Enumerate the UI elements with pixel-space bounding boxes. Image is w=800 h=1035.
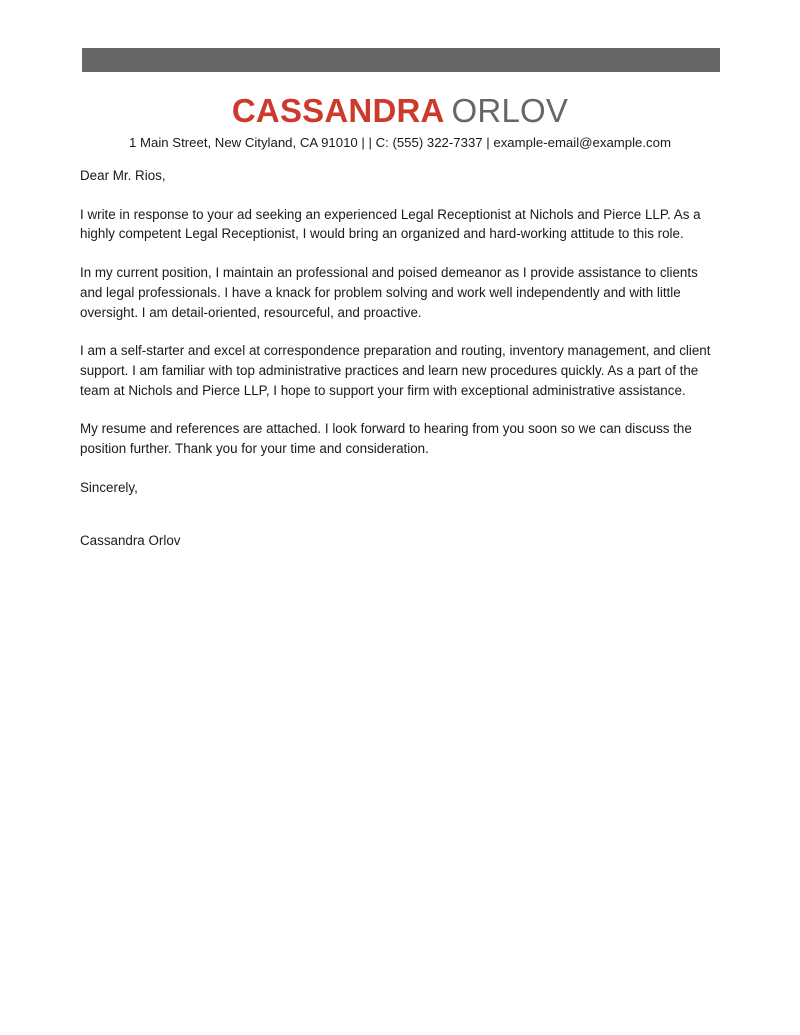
letter-paragraph-1: I write in response to your ad seeking an experienced Legal Receptionist at Nichols and Pierce LLP. As a highly competent Legal Receptionist, I would bring an organized and hard-working attitude to this role. [80,206,701,242]
letter-paragraph-2: In my current position, I maintain an professional and poised demeanor as I provide assistance to clients and legal professionals. I have a knack for problem solving and work well independently and with little oversight. I am detail-oriented, resourceful, and proactive. [80,265,698,320]
applicant-name-header [80,92,720,130]
header-accent-bar [82,48,720,72]
signature-name: Cassandra Orlov [80,533,181,549]
closing-salutation: Sincerely, [80,479,138,495]
salutation: Dear Mr. Rios, [80,168,166,183]
last-name: ORLOV [451,92,569,129]
first-name: CASSANDRA [231,92,445,129]
signature-space [80,497,722,531]
letter-paragraph-3: I am a self-starter and excel at correspondence preparation and routing, inventory management, and client support. I am familiar with top administrative practices and learn new procedures quickly. As a part of the team at Nichols and Pierce LLP, I hope to support your firm with exceptional administrative assistance. [80,343,711,398]
letter-paragraph-4: My resume and references are attached. I look forward to hearing from you soon so we can discuss the position further. Thank you for your time and consideration. [80,421,692,457]
contact-info-line: 1 Main Street, New Cityland, CA 91010 | | C: (555) 322-7337 | example-email@example.com [129,135,671,150]
name-line [80,92,720,130]
letter-body [80,166,722,551]
